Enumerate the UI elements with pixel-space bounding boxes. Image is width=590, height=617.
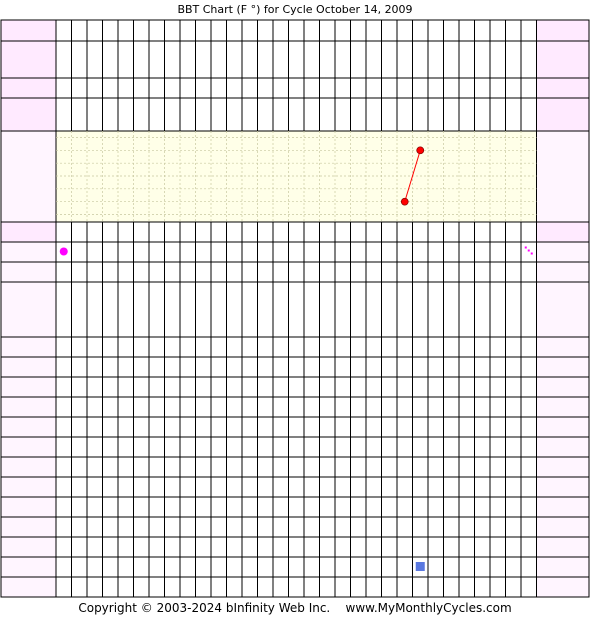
- row-band-cycle_day2: [56, 222, 537, 242]
- row-label-right-cerv_firm: [537, 357, 590, 377]
- row-band-period: [56, 242, 537, 262]
- row-band-brst_tend: [56, 557, 537, 577]
- temperature-point: [417, 147, 424, 154]
- row-band-fertmon: [56, 477, 537, 497]
- row-band-moody: [56, 577, 537, 597]
- period-dot: [60, 248, 68, 256]
- row-band-opk: [56, 437, 537, 457]
- row-label-right-preg_test: [537, 417, 590, 437]
- row-band-cycle_day: [56, 20, 537, 41]
- row-label-left-opk: [1, 437, 56, 457]
- row-label-right-moody: [537, 577, 590, 597]
- row-label-right-cycle_day2: [537, 222, 590, 242]
- row-label-right-ov_pain: [537, 497, 590, 517]
- row-band-cerv_opn: [56, 377, 537, 397]
- row-band-preg_test: [56, 417, 537, 437]
- row-label-left-preg_test: [1, 417, 56, 437]
- row-label-left-ov_pain: [1, 497, 56, 517]
- spotting-dots: [531, 253, 533, 255]
- row-label-right-time: [537, 98, 590, 131]
- temperature-point: [401, 198, 408, 205]
- row-band-spotting: [56, 262, 537, 282]
- row-label-right-bd: [537, 397, 590, 417]
- row-band-weekday: [56, 78, 537, 98]
- row-label-left-bd: [1, 397, 56, 417]
- row-label-right-cerv_pos: [537, 337, 590, 357]
- row-label-left-brst_tend: [1, 557, 56, 577]
- row-label-right-date: [537, 41, 590, 78]
- row-band-date: [56, 41, 537, 78]
- row-band-cerv_firm: [56, 357, 537, 377]
- row-label-left-cerv_opn: [1, 377, 56, 397]
- row-label-left-moody: [1, 577, 56, 597]
- row-label-left-cycle_day2: [1, 222, 56, 242]
- row-label-left-cramps: [1, 517, 56, 537]
- chart-title: BBT Chart (F °) for Cycle October 14, 2009: [177, 3, 413, 16]
- row-label-right-spotting: [537, 262, 590, 282]
- row-label-right-brst_tend: [537, 557, 590, 577]
- copyright: Copyright © 2003-2024 bInfinity Web Inc. www.MyMonthlyCycles.com: [78, 601, 512, 615]
- row-label-left-period: [1, 242, 56, 262]
- row-band-ov_pain: [56, 497, 537, 517]
- row-label-right-temp: [537, 131, 590, 222]
- row-label-left-weekday: [1, 78, 56, 98]
- brst-tend-marker: [416, 562, 425, 571]
- row-label-right-cerv_opn: [537, 377, 590, 397]
- chart-grid: [1, 20, 589, 597]
- row-label-left-fertmon: [1, 477, 56, 497]
- row-label-right-headache: [537, 537, 590, 557]
- row-label-left-date: [1, 41, 56, 78]
- row-band-ferning: [56, 457, 537, 477]
- row-label-right-cycle_day: [537, 20, 590, 41]
- row-label-right-period: [537, 242, 590, 262]
- row-label-right-opk: [537, 437, 590, 457]
- row-label-left-headache: [1, 537, 56, 557]
- row-band-bd: [56, 397, 537, 417]
- row-label-right-fertmon: [537, 477, 590, 497]
- row-label-left-cerv_fluid: [1, 282, 56, 337]
- row-label-right-weekday: [537, 78, 590, 98]
- row-label-left-temp: [1, 131, 56, 222]
- row-label-left-ferning: [1, 457, 56, 477]
- row-band-cerv_pos: [56, 337, 537, 357]
- row-band-time: [56, 98, 537, 131]
- row-label-left-time: [1, 98, 56, 131]
- temperature-area: [56, 131, 537, 222]
- row-band-headache: [56, 537, 537, 557]
- spotting-dots: [528, 250, 530, 252]
- row-label-right-ferning: [537, 457, 590, 477]
- row-label-left-cerv_pos: [1, 337, 56, 357]
- row-band-cerv_fluid: [56, 282, 537, 337]
- row-label-right-cramps: [537, 517, 590, 537]
- row-band-cramps: [56, 517, 537, 537]
- row-label-left-cycle_day: [1, 20, 56, 41]
- row-label-left-cerv_firm: [1, 357, 56, 377]
- row-label-left-spotting: [1, 262, 56, 282]
- row-label-right-cerv_fluid: [537, 282, 590, 337]
- spotting-dots: [525, 247, 527, 249]
